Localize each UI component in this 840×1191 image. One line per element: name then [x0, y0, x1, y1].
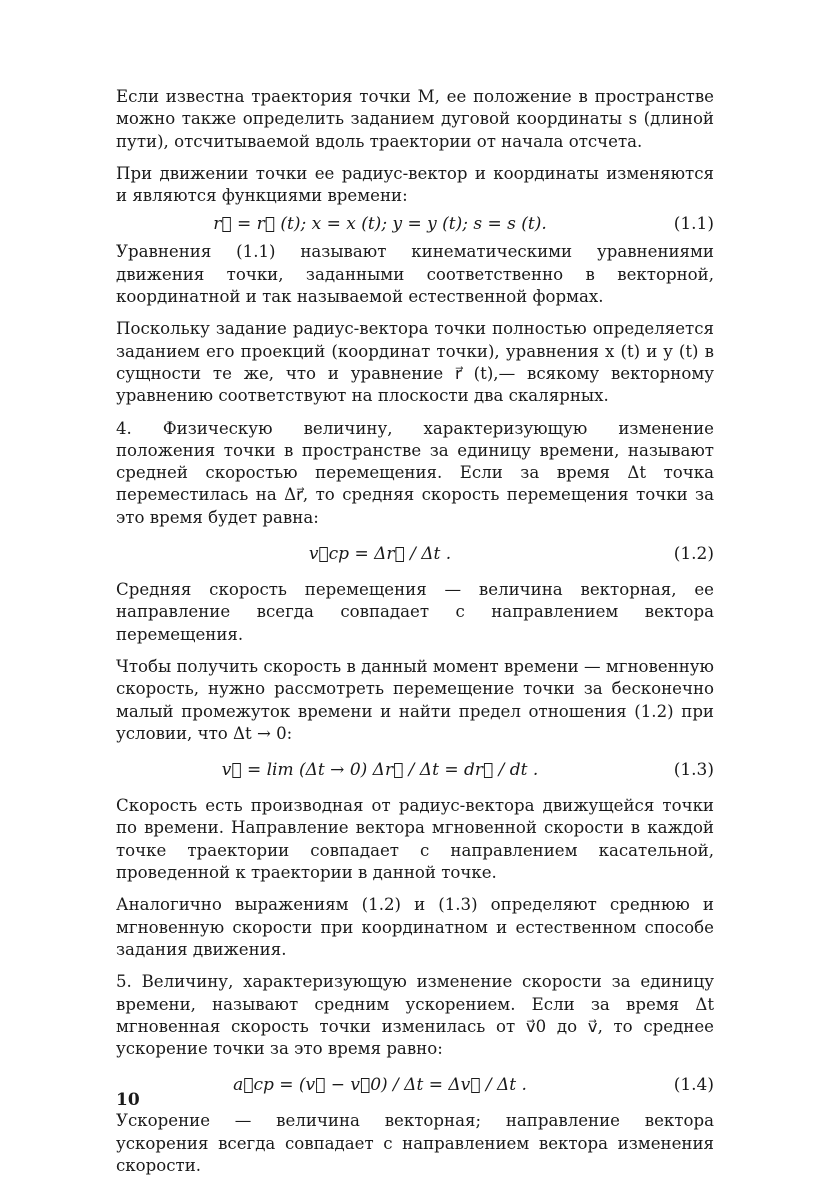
paragraph-analogous: Аналогично выражениям (1.2) и (1.3) определяют среднюю и мгновенную скорости при координатном и естественном способе задания движения.	[116, 895, 714, 959]
paragraph-average-velocity: 4. Физическую величину, характеризующую изменение положения точки в пространстве за единицу времени, называют средней скоростью перемещения. Если за время Δt точка переместилась на Δr⃗, то средняя скорость перемещения точки за это время будет равна:	[116, 418, 714, 527]
equation-1-2-number: (1.2)	[673, 544, 714, 565]
equation-1-4	[116, 1062, 714, 1108]
equation-1-4-body: a⃗ср = (v⃗ − v⃗0) / Δt = Δv⃗ / Δt .	[233, 1075, 527, 1096]
paragraph-motion-functions: При движении точки ее радиус-вектор и координаты изменяются и являются функциями времени:	[116, 163, 714, 206]
page-body	[116, 86, 714, 1177]
paragraph-derivative: Скорость есть производная от радиус-вектора движущейся точки по времени. Направление вектора мгновенной скорости в каждой точке траектории совпадает с направлением касательной, проведенной к траектории в данной точке.	[116, 796, 714, 883]
equation-1-1-body: r⃗ = r⃗ (t); x = x (t); y = y (t); s = s (t).	[213, 214, 547, 235]
paragraph-average-acceleration: 5. Величину, характеризующую изменение скорости за единицу времени, называют средним ускорением. Если за время Δt мгновенная скорость точки изменилась от v⃗0 до v⃗, то среднее ускорение точки за это время равно:	[116, 972, 714, 1059]
paragraph-instant-velocity: Чтобы получить скорость в данный момент времени — мгновенную скорость, нужно рассмотреть перемещение точки за бесконечно малый промежуток времени и найти предел отношения (1.2) при условии, что Δt → 0:	[116, 656, 714, 743]
equation-1-3	[116, 747, 714, 793]
paragraph-kinematic-equations: Уравнения (1.1) называют кинематическими уравнениями движения точки, заданными соответственно в векторной, координатной и так называемой естественной формах.	[116, 242, 714, 307]
paragraph-trajectory: Если известна траектория точки M, ее положение в пространстве можно также определить заданием дуговой координаты s (длиной пути), отсчитываемой вдоль траектории от начала отсчета.	[116, 87, 714, 151]
page-number: 10	[116, 1090, 140, 1110]
equation-1-2	[116, 531, 714, 577]
equation-1-1-number: (1.1)	[673, 214, 714, 235]
equation-1-3-body: v⃗ = lim (Δt → 0) Δr⃗ / Δt = dr⃗ / dt .	[221, 760, 539, 781]
equation-1-1	[116, 209, 714, 239]
equation-1-3-number: (1.3)	[673, 760, 714, 781]
paragraph-acceleration-vector: Ускорение — величина векторная; направление вектора ускорения всегда совпадает с направлением вектора изменения скорости.	[116, 1111, 714, 1175]
paragraph-velocity-vector: Средняя скорость перемещения — величина векторная, ее направление всегда совпадает с направлением вектора перемещения.	[116, 580, 714, 644]
equation-1-2-body: v⃗ср = Δr⃗ / Δt .	[308, 544, 452, 565]
equation-1-4-number: (1.4)	[673, 1075, 714, 1096]
paragraph-radius-vector: Поскольку задание радиус-вектора точки полностью определяется заданием его проекций (координат точки), уравнения x (t) и y (t) в сущности те же, что и уравнение r⃗ (t),— всякому векторному уравнению соответствуют на плоскости два скалярных.	[116, 319, 714, 406]
